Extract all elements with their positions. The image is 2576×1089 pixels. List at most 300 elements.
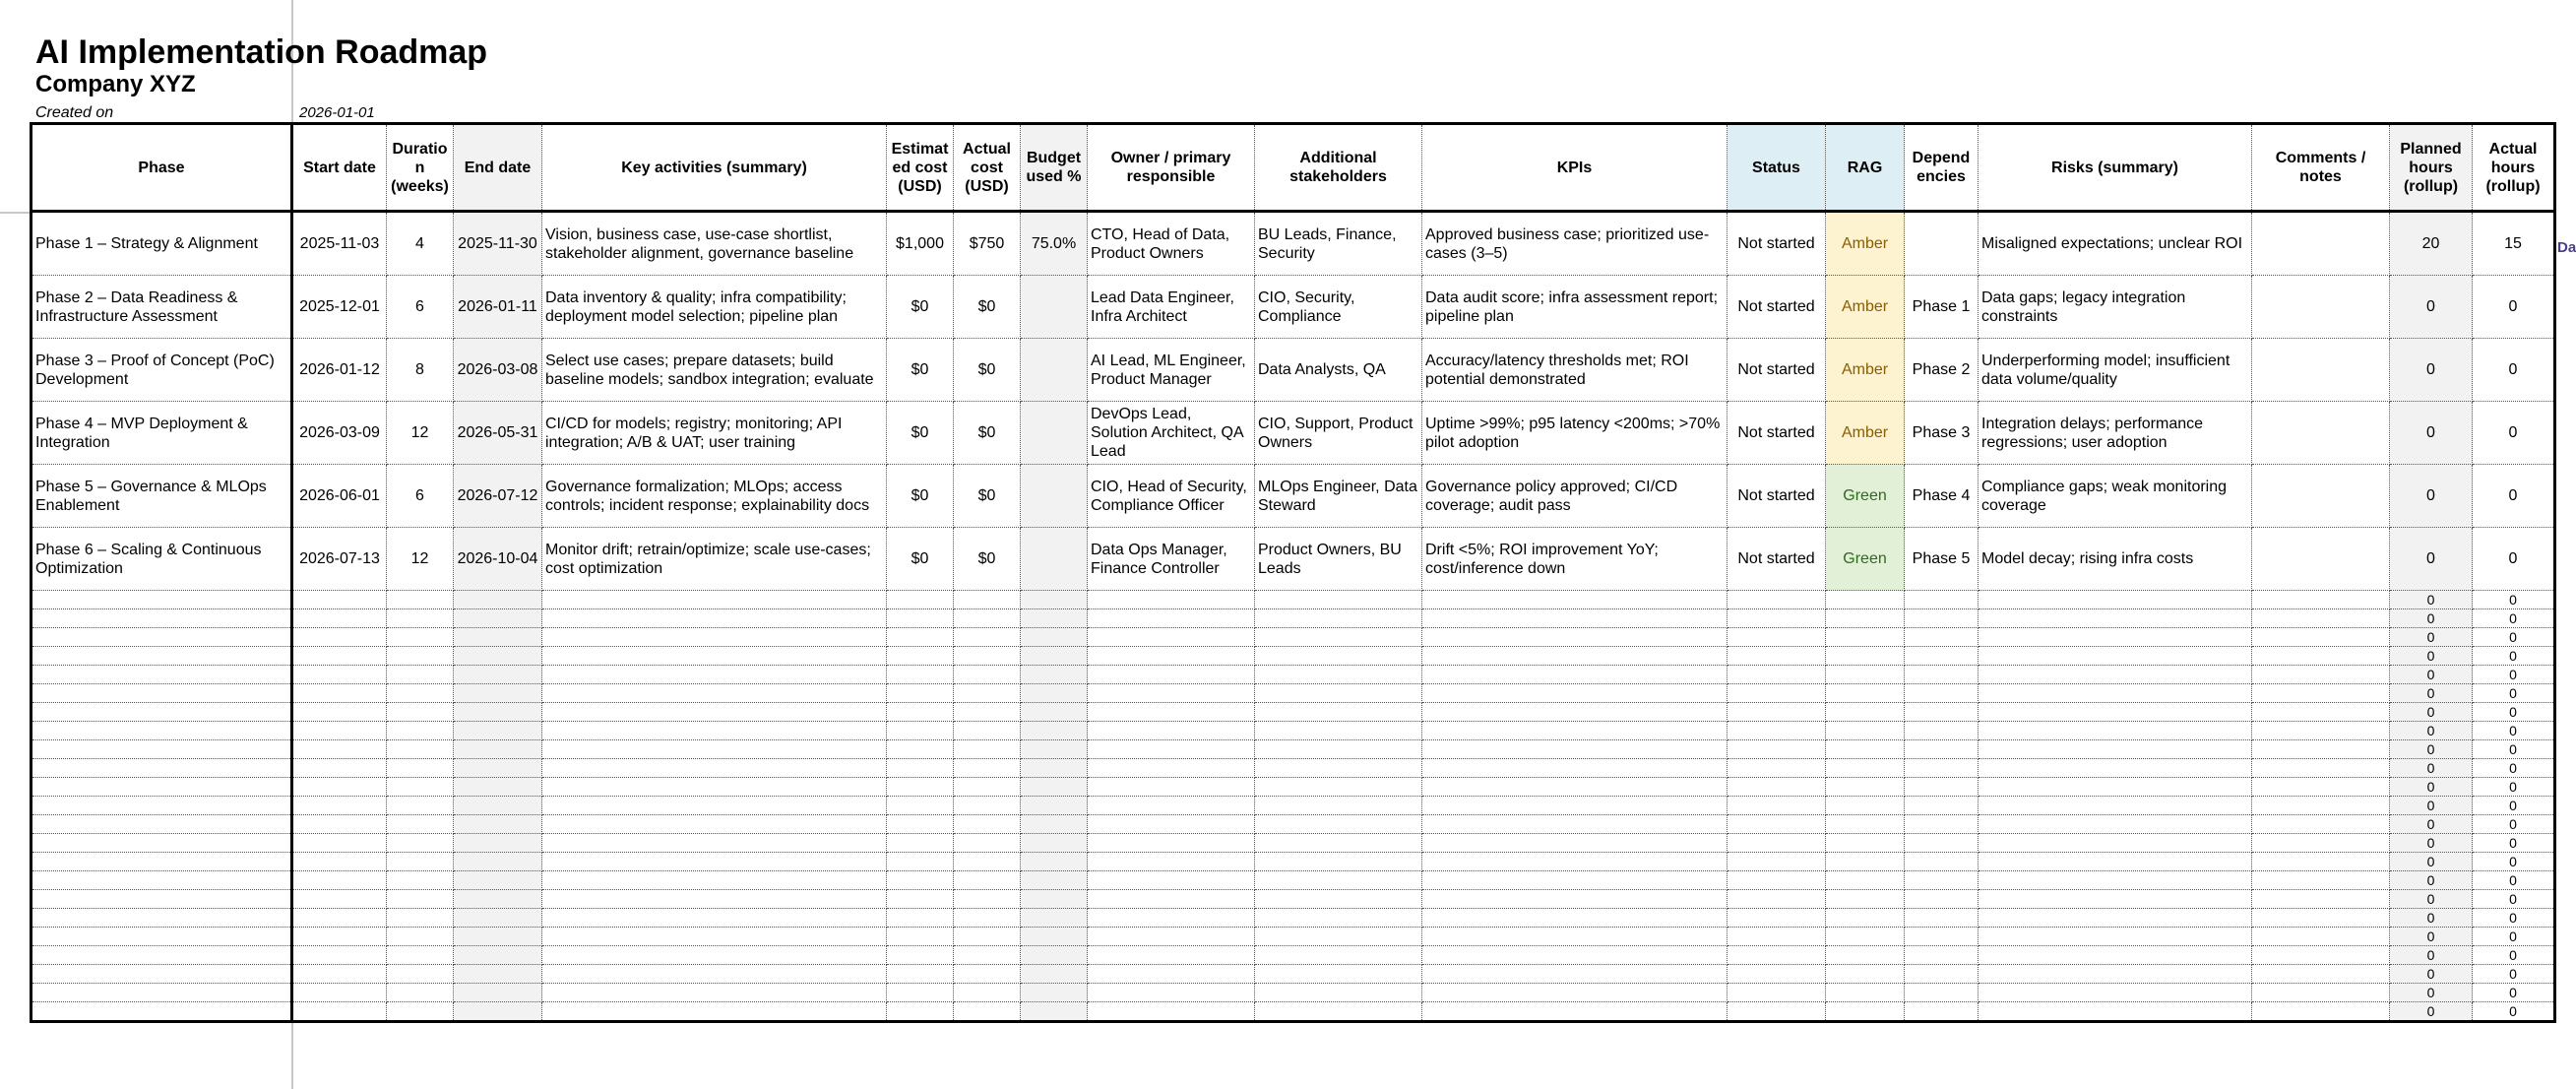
kpis-cell[interactable]: [1422, 628, 1728, 647]
actual-hours-cell[interactable]: 0: [2473, 946, 2555, 965]
kpis-cell[interactable]: [1422, 1002, 1728, 1022]
dependencies-cell[interactable]: [1905, 759, 1979, 778]
kpis-cell[interactable]: [1422, 684, 1728, 703]
actual-cost-cell[interactable]: [954, 871, 1021, 890]
actual-cost-cell[interactable]: [954, 740, 1021, 759]
risks-cell[interactable]: [1979, 853, 2252, 871]
estimated-cost-cell[interactable]: [887, 628, 954, 647]
status-cell[interactable]: [1728, 834, 1826, 853]
activities-cell[interactable]: [542, 853, 887, 871]
kpis-cell[interactable]: [1422, 928, 1728, 946]
owner-cell[interactable]: [1088, 928, 1255, 946]
duration-cell[interactable]: [387, 834, 454, 853]
end-date-cell[interactable]: 2026-05-31: [454, 402, 542, 465]
actual-cost-cell[interactable]: [954, 1002, 1021, 1022]
estimated-cost-cell[interactable]: [887, 909, 954, 928]
estimated-cost-cell[interactable]: [887, 740, 954, 759]
planned-hours-cell[interactable]: 0: [2390, 946, 2473, 965]
phase-cell[interactable]: [31, 666, 292, 684]
risks-cell[interactable]: [1979, 946, 2252, 965]
owner-cell[interactable]: [1088, 647, 1255, 666]
end-date-cell[interactable]: [454, 703, 542, 722]
actual-cost-cell[interactable]: [954, 834, 1021, 853]
risks-cell[interactable]: [1979, 647, 2252, 666]
phase-cell[interactable]: [31, 591, 292, 609]
dependencies-cell[interactable]: [1905, 591, 1979, 609]
status-cell[interactable]: [1728, 740, 1826, 759]
actual-cost-cell[interactable]: [954, 703, 1021, 722]
risks-cell[interactable]: [1979, 871, 2252, 890]
kpis-cell[interactable]: Approved business case; prioritized use-cases (3–5): [1422, 212, 1728, 276]
activities-cell[interactable]: CI/CD for models; registry; monitoring; API integration; A/B & UAT; user training: [542, 402, 887, 465]
activities-cell[interactable]: [542, 591, 887, 609]
kpis-cell[interactable]: [1422, 666, 1728, 684]
status-cell[interactable]: [1728, 890, 1826, 909]
budget-used-cell[interactable]: [1021, 834, 1088, 853]
status-cell[interactable]: [1728, 666, 1826, 684]
comments-cell[interactable]: [2252, 797, 2390, 815]
planned-hours-cell[interactable]: 0: [2390, 928, 2473, 946]
kpis-cell[interactable]: [1422, 853, 1728, 871]
end-date-cell[interactable]: [454, 647, 542, 666]
budget-used-cell[interactable]: [1021, 890, 1088, 909]
estimated-cost-cell[interactable]: [887, 853, 954, 871]
rag-cell[interactable]: Green: [1826, 465, 1905, 528]
owner-cell[interactable]: AI Lead, ML Engineer, Product Manager: [1088, 339, 1255, 402]
owner-cell[interactable]: [1088, 834, 1255, 853]
dependencies-cell[interactable]: [1905, 666, 1979, 684]
actual-cost-cell[interactable]: [954, 909, 1021, 928]
status-cell[interactable]: [1728, 684, 1826, 703]
risks-cell[interactable]: [1979, 628, 2252, 647]
phase-cell[interactable]: [31, 853, 292, 871]
owner-cell[interactable]: [1088, 946, 1255, 965]
planned-hours-cell[interactable]: 0: [2390, 628, 2473, 647]
stakeholders-cell[interactable]: [1255, 628, 1422, 647]
status-cell[interactable]: [1728, 853, 1826, 871]
actual-cost-cell[interactable]: [954, 984, 1021, 1002]
comments-cell[interactable]: [2252, 402, 2390, 465]
rag-cell[interactable]: Amber: [1826, 339, 1905, 402]
start-date-cell[interactable]: [292, 703, 387, 722]
phase-cell[interactable]: [31, 965, 292, 984]
kpis-cell[interactable]: [1422, 815, 1728, 834]
start-date-cell[interactable]: [292, 984, 387, 1002]
risks-cell[interactable]: [1979, 778, 2252, 797]
activities-cell[interactable]: [542, 647, 887, 666]
rag-cell[interactable]: [1826, 797, 1905, 815]
planned-hours-cell[interactable]: 0: [2390, 528, 2473, 591]
column-header[interactable]: End date: [454, 124, 542, 212]
end-date-cell[interactable]: [454, 928, 542, 946]
planned-hours-cell[interactable]: 0: [2390, 909, 2473, 928]
start-date-cell[interactable]: 2025-11-03: [292, 212, 387, 276]
phase-cell[interactable]: Phase 4 – MVP Deployment & Integration: [31, 402, 292, 465]
rag-cell[interactable]: [1826, 666, 1905, 684]
actual-cost-cell[interactable]: [954, 797, 1021, 815]
actual-cost-cell[interactable]: $0: [954, 528, 1021, 591]
column-header[interactable]: Start date: [292, 124, 387, 212]
planned-hours-cell[interactable]: 0: [2390, 778, 2473, 797]
phase-cell[interactable]: Phase 5 – Governance & MLOps Enablement: [31, 465, 292, 528]
start-date-cell[interactable]: [292, 815, 387, 834]
risks-cell[interactable]: [1979, 928, 2252, 946]
created-on-value[interactable]: 2026-01-01: [299, 104, 375, 121]
actual-hours-cell[interactable]: 0: [2473, 797, 2555, 815]
risks-cell[interactable]: [1979, 834, 2252, 853]
start-date-cell[interactable]: 2026-03-09: [292, 402, 387, 465]
start-date-cell[interactable]: [292, 666, 387, 684]
risks-cell[interactable]: [1979, 609, 2252, 628]
actual-hours-cell[interactable]: 0: [2473, 890, 2555, 909]
comments-cell[interactable]: [2252, 759, 2390, 778]
dependencies-cell[interactable]: Phase 4: [1905, 465, 1979, 528]
comments-cell[interactable]: [2252, 778, 2390, 797]
column-header[interactable]: Budget used %: [1021, 124, 1088, 212]
risks-cell[interactable]: [1979, 740, 2252, 759]
kpis-cell[interactable]: [1422, 609, 1728, 628]
risks-cell[interactable]: [1979, 797, 2252, 815]
start-date-cell[interactable]: [292, 759, 387, 778]
stakeholders-cell[interactable]: [1255, 909, 1422, 928]
rag-cell[interactable]: [1826, 591, 1905, 609]
start-date-cell[interactable]: [292, 722, 387, 740]
phase-cell[interactable]: [31, 928, 292, 946]
duration-cell[interactable]: [387, 1002, 454, 1022]
column-header[interactable]: Duratio n (weeks): [387, 124, 454, 212]
end-date-cell[interactable]: [454, 946, 542, 965]
dependencies-cell[interactable]: [1905, 778, 1979, 797]
owner-cell[interactable]: DevOps Lead, Solution Architect, QA Lead: [1088, 402, 1255, 465]
dependencies-cell[interactable]: [1905, 909, 1979, 928]
duration-cell[interactable]: [387, 647, 454, 666]
rag-cell[interactable]: [1826, 1002, 1905, 1022]
kpis-cell[interactable]: [1422, 946, 1728, 965]
comments-cell[interactable]: [2252, 591, 2390, 609]
duration-cell[interactable]: [387, 722, 454, 740]
status-cell[interactable]: Not started: [1728, 339, 1826, 402]
actual-cost-cell[interactable]: [954, 759, 1021, 778]
owner-cell[interactable]: [1088, 703, 1255, 722]
status-cell[interactable]: [1728, 815, 1826, 834]
owner-cell[interactable]: CIO, Head of Security, Compliance Officer: [1088, 465, 1255, 528]
start-date-cell[interactable]: [292, 797, 387, 815]
rag-cell[interactable]: [1826, 984, 1905, 1002]
stakeholders-cell[interactable]: Product Owners, BU Leads: [1255, 528, 1422, 591]
estimated-cost-cell[interactable]: $0: [887, 339, 954, 402]
estimated-cost-cell[interactable]: $0: [887, 465, 954, 528]
owner-cell[interactable]: [1088, 1002, 1255, 1022]
comments-cell[interactable]: [2252, 212, 2390, 276]
comments-cell[interactable]: [2252, 609, 2390, 628]
dependencies-cell[interactable]: [1905, 740, 1979, 759]
dependencies-cell[interactable]: [1905, 946, 1979, 965]
budget-used-cell[interactable]: [1021, 853, 1088, 871]
start-date-cell[interactable]: 2026-01-12: [292, 339, 387, 402]
actual-cost-cell[interactable]: $750: [954, 212, 1021, 276]
owner-cell[interactable]: [1088, 684, 1255, 703]
estimated-cost-cell[interactable]: [887, 609, 954, 628]
kpis-cell[interactable]: Governance policy approved; CI/CD coverage; audit pass: [1422, 465, 1728, 528]
budget-used-cell[interactable]: [1021, 740, 1088, 759]
stakeholders-cell[interactable]: [1255, 722, 1422, 740]
end-date-cell[interactable]: [454, 853, 542, 871]
dependencies-cell[interactable]: [1905, 890, 1979, 909]
planned-hours-cell[interactable]: 0: [2390, 834, 2473, 853]
actual-hours-cell[interactable]: 0: [2473, 815, 2555, 834]
risks-cell[interactable]: [1979, 666, 2252, 684]
dependencies-cell[interactable]: [1905, 815, 1979, 834]
planned-hours-cell[interactable]: 0: [2390, 965, 2473, 984]
end-date-cell[interactable]: [454, 591, 542, 609]
risks-cell[interactable]: [1979, 722, 2252, 740]
dependencies-cell[interactable]: [1905, 853, 1979, 871]
duration-cell[interactable]: [387, 797, 454, 815]
planned-hours-cell[interactable]: 0: [2390, 722, 2473, 740]
stakeholders-cell[interactable]: [1255, 984, 1422, 1002]
phase-cell[interactable]: [31, 815, 292, 834]
actual-cost-cell[interactable]: [954, 965, 1021, 984]
duration-cell[interactable]: [387, 909, 454, 928]
planned-hours-cell[interactable]: 0: [2390, 871, 2473, 890]
stakeholders-cell[interactable]: Data Analysts, QA: [1255, 339, 1422, 402]
estimated-cost-cell[interactable]: [887, 946, 954, 965]
budget-used-cell[interactable]: [1021, 276, 1088, 339]
actual-hours-cell[interactable]: 0: [2473, 759, 2555, 778]
stakeholders-cell[interactable]: [1255, 759, 1422, 778]
end-date-cell[interactable]: [454, 628, 542, 647]
budget-used-cell[interactable]: [1021, 684, 1088, 703]
end-date-cell[interactable]: 2026-03-08: [454, 339, 542, 402]
actual-cost-cell[interactable]: [954, 722, 1021, 740]
planned-hours-cell[interactable]: 0: [2390, 890, 2473, 909]
stakeholders-cell[interactable]: CIO, Security, Compliance: [1255, 276, 1422, 339]
budget-used-cell[interactable]: [1021, 965, 1088, 984]
phase-cell[interactable]: [31, 740, 292, 759]
stakeholders-cell[interactable]: [1255, 853, 1422, 871]
comments-cell[interactable]: [2252, 1002, 2390, 1022]
end-date-cell[interactable]: [454, 1002, 542, 1022]
rag-cell[interactable]: Amber: [1826, 212, 1905, 276]
budget-used-cell[interactable]: [1021, 339, 1088, 402]
status-cell[interactable]: Not started: [1728, 402, 1826, 465]
dependencies-cell[interactable]: Phase 1: [1905, 276, 1979, 339]
budget-used-cell[interactable]: [1021, 722, 1088, 740]
owner-cell[interactable]: [1088, 890, 1255, 909]
status-cell[interactable]: Not started: [1728, 276, 1826, 339]
phase-cell[interactable]: [31, 684, 292, 703]
status-cell[interactable]: [1728, 928, 1826, 946]
status-cell[interactable]: [1728, 965, 1826, 984]
status-cell[interactable]: [1728, 871, 1826, 890]
end-date-cell[interactable]: [454, 984, 542, 1002]
risks-cell[interactable]: [1979, 909, 2252, 928]
owner-cell[interactable]: [1088, 815, 1255, 834]
owner-cell[interactable]: [1088, 740, 1255, 759]
estimated-cost-cell[interactable]: [887, 871, 954, 890]
kpis-cell[interactable]: Drift <5%; ROI improvement YoY; cost/inference down: [1422, 528, 1728, 591]
budget-used-cell[interactable]: [1021, 946, 1088, 965]
estimated-cost-cell[interactable]: [887, 647, 954, 666]
end-date-cell[interactable]: [454, 759, 542, 778]
stakeholders-cell[interactable]: [1255, 1002, 1422, 1022]
owner-cell[interactable]: CTO, Head of Data, Product Owners: [1088, 212, 1255, 276]
stakeholders-cell[interactable]: [1255, 965, 1422, 984]
phase-cell[interactable]: Phase 1 – Strategy & Alignment: [31, 212, 292, 276]
actual-cost-cell[interactable]: [954, 591, 1021, 609]
duration-cell[interactable]: [387, 609, 454, 628]
rag-cell[interactable]: [1826, 871, 1905, 890]
start-date-cell[interactable]: [292, 609, 387, 628]
dependencies-cell[interactable]: [1905, 684, 1979, 703]
phase-cell[interactable]: [31, 609, 292, 628]
end-date-cell[interactable]: 2026-07-12: [454, 465, 542, 528]
phase-cell[interactable]: [31, 909, 292, 928]
activities-cell[interactable]: [542, 778, 887, 797]
column-header[interactable]: Estimat ed cost (USD): [887, 124, 954, 212]
kpis-cell[interactable]: [1422, 909, 1728, 928]
activities-cell[interactable]: [542, 815, 887, 834]
rag-cell[interactable]: [1826, 928, 1905, 946]
start-date-cell[interactable]: 2025-12-01: [292, 276, 387, 339]
comments-cell[interactable]: [2252, 871, 2390, 890]
rag-cell[interactable]: [1826, 853, 1905, 871]
phase-cell[interactable]: [31, 1002, 292, 1022]
budget-used-cell[interactable]: [1021, 609, 1088, 628]
status-cell[interactable]: [1728, 984, 1826, 1002]
kpis-cell[interactable]: [1422, 834, 1728, 853]
kpis-cell[interactable]: [1422, 740, 1728, 759]
column-header[interactable]: Actual hours (rollup): [2473, 124, 2555, 212]
activities-cell[interactable]: [542, 609, 887, 628]
activities-cell[interactable]: [542, 684, 887, 703]
comments-cell[interactable]: [2252, 647, 2390, 666]
owner-cell[interactable]: [1088, 984, 1255, 1002]
risks-cell[interactable]: Underperforming model; insufficient data volume/quality: [1979, 339, 2252, 402]
activities-cell[interactable]: Monitor drift; retrain/optimize; scale use-cases; cost optimization: [542, 528, 887, 591]
activities-cell[interactable]: [542, 984, 887, 1002]
activities-cell[interactable]: Vision, business case, use-case shortlist, stakeholder alignment, governance baseline: [542, 212, 887, 276]
planned-hours-cell[interactable]: 0: [2390, 609, 2473, 628]
comments-cell[interactable]: [2252, 628, 2390, 647]
column-header[interactable]: KPIs: [1422, 124, 1728, 212]
activities-cell[interactable]: [542, 909, 887, 928]
planned-hours-cell[interactable]: 0: [2390, 797, 2473, 815]
actual-cost-cell[interactable]: [954, 609, 1021, 628]
column-header[interactable]: RAG: [1826, 124, 1905, 212]
start-date-cell[interactable]: [292, 647, 387, 666]
owner-cell[interactable]: [1088, 909, 1255, 928]
start-date-cell[interactable]: [292, 853, 387, 871]
comments-cell[interactable]: [2252, 339, 2390, 402]
risks-cell[interactable]: Misaligned expectations; unclear ROI: [1979, 212, 2252, 276]
stakeholders-cell[interactable]: [1255, 834, 1422, 853]
phase-cell[interactable]: [31, 946, 292, 965]
rag-cell[interactable]: [1826, 703, 1905, 722]
stakeholders-cell[interactable]: [1255, 871, 1422, 890]
estimated-cost-cell[interactable]: [887, 591, 954, 609]
stakeholders-cell[interactable]: CIO, Support, Product Owners: [1255, 402, 1422, 465]
duration-cell[interactable]: [387, 984, 454, 1002]
budget-used-cell[interactable]: [1021, 815, 1088, 834]
duration-cell[interactable]: 12: [387, 402, 454, 465]
actual-hours-cell[interactable]: 0: [2473, 928, 2555, 946]
status-cell[interactable]: Not started: [1728, 465, 1826, 528]
start-date-cell[interactable]: [292, 890, 387, 909]
kpis-cell[interactable]: [1422, 778, 1728, 797]
stakeholders-cell[interactable]: [1255, 797, 1422, 815]
stakeholders-cell[interactable]: [1255, 946, 1422, 965]
end-date-cell[interactable]: [454, 740, 542, 759]
comments-cell[interactable]: [2252, 834, 2390, 853]
budget-used-cell[interactable]: [1021, 666, 1088, 684]
budget-used-cell[interactable]: [1021, 928, 1088, 946]
activities-cell[interactable]: [542, 871, 887, 890]
kpis-cell[interactable]: [1422, 871, 1728, 890]
budget-used-cell[interactable]: [1021, 528, 1088, 591]
actual-hours-cell[interactable]: 0: [2473, 909, 2555, 928]
end-date-cell[interactable]: [454, 909, 542, 928]
planned-hours-cell[interactable]: 0: [2390, 684, 2473, 703]
rag-cell[interactable]: Amber: [1826, 402, 1905, 465]
duration-cell[interactable]: [387, 890, 454, 909]
comments-cell[interactable]: [2252, 946, 2390, 965]
actual-cost-cell[interactable]: [954, 684, 1021, 703]
end-date-cell[interactable]: 2025-11-30: [454, 212, 542, 276]
planned-hours-cell[interactable]: 0: [2390, 815, 2473, 834]
start-date-cell[interactable]: [292, 965, 387, 984]
status-cell[interactable]: [1728, 722, 1826, 740]
owner-cell[interactable]: [1088, 628, 1255, 647]
budget-used-cell[interactable]: [1021, 797, 1088, 815]
start-date-cell[interactable]: 2026-07-13: [292, 528, 387, 591]
rag-cell[interactable]: [1826, 684, 1905, 703]
rag-cell[interactable]: [1826, 890, 1905, 909]
estimated-cost-cell[interactable]: [887, 703, 954, 722]
dependencies-cell[interactable]: [1905, 984, 1979, 1002]
actual-cost-cell[interactable]: [954, 946, 1021, 965]
budget-used-cell[interactable]: [1021, 628, 1088, 647]
rag-cell[interactable]: [1826, 609, 1905, 628]
owner-cell[interactable]: [1088, 797, 1255, 815]
column-header[interactable]: Owner / primary responsible: [1088, 124, 1255, 212]
actual-cost-cell[interactable]: $0: [954, 402, 1021, 465]
actual-hours-cell[interactable]: 0: [2473, 965, 2555, 984]
activities-cell[interactable]: [542, 722, 887, 740]
duration-cell[interactable]: 4: [387, 212, 454, 276]
estimated-cost-cell[interactable]: [887, 965, 954, 984]
dependencies-cell[interactable]: [1905, 212, 1979, 276]
planned-hours-cell[interactable]: 20: [2390, 212, 2473, 276]
duration-cell[interactable]: [387, 759, 454, 778]
actual-cost-cell[interactable]: [954, 928, 1021, 946]
comments-cell[interactable]: [2252, 276, 2390, 339]
owner-cell[interactable]: [1088, 965, 1255, 984]
duration-cell[interactable]: [387, 946, 454, 965]
activities-cell[interactable]: Select use cases; prepare datasets; build baseline models; sandbox integration; evaluate: [542, 339, 887, 402]
planned-hours-cell[interactable]: 0: [2390, 402, 2473, 465]
kpis-cell[interactable]: Accuracy/latency thresholds met; ROI potential demonstrated: [1422, 339, 1728, 402]
phase-cell[interactable]: [31, 628, 292, 647]
rag-cell[interactable]: [1826, 778, 1905, 797]
duration-cell[interactable]: [387, 703, 454, 722]
rag-cell[interactable]: [1826, 759, 1905, 778]
status-cell[interactable]: [1728, 628, 1826, 647]
comments-cell[interactable]: [2252, 666, 2390, 684]
comments-cell[interactable]: [2252, 984, 2390, 1002]
risks-cell[interactable]: [1979, 759, 2252, 778]
actual-hours-cell[interactable]: 0: [2473, 591, 2555, 609]
